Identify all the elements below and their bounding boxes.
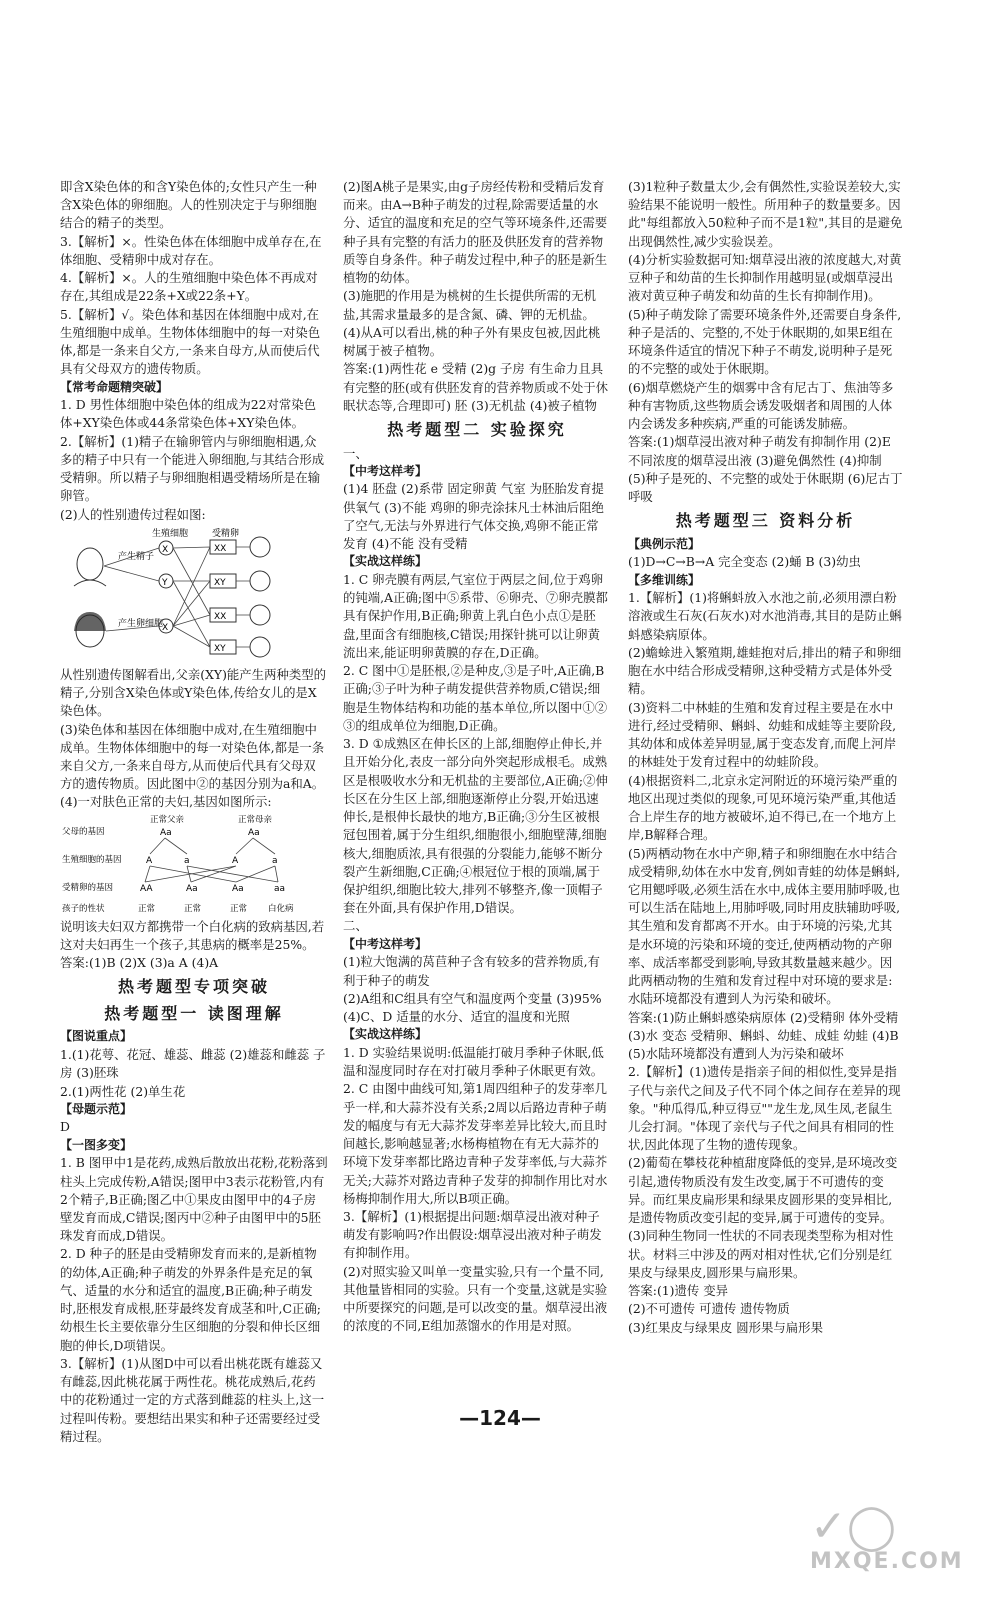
section-label: 【母题示范】 [60,1101,133,1116]
paragraph: 3.【解析】(1)根据提出问题:烟草浸出液对种子萌发有影响吗?作出假设:烟草浸出液对种子萌发有抑制作用。 [343,1208,602,1261]
column-right [628,178,903,1337]
paragraph: (3)资料二中林蛙的生殖和发育过程主要是在水中进行,经过受精卵、蝌蚪、幼蛙和成蛙等主要阶段,其幼体和成体差异明显,属于变态发育,而爬上河岸的林蛙处于发育过程中的幼蛙阶段。 [628,699,897,770]
paragraph: 2.(1)两性花 (2)单生花 [60,1083,186,1099]
gene-x-sperm: X [162,544,169,555]
heading-type-2: 热考题型二 实验探究 [387,420,567,440]
paragraph: 1. B 图甲中1是花药,成熟后散放出花粉,花粉落到柱头上完成传粉,A错误;图甲中3表示花粉管,内有2个精子,B正确;图乙中①果皮由图甲中的4子房壁发育而成,C错误;图丙中②种子由图甲中的5胚珠发育而成,D错误。 [60,1155,328,1244]
father-face-icon [77,548,103,580]
paragraph: (2)对照实验又叫单一变量实验,只有一个量不同,其他量皆相同的实验。只有一个变量,这就是实验中所要探究的问题,是可以改变的量。烟草浸出液的浓度的不同,E组加蒸馏水的作用是对照。 [343,1263,608,1334]
child-trait: 正常 [138,903,156,914]
paragraph: (5)种子萌发除了需要环境条件外,还需要自身条件,种子是活的、完整的,不处于休眠期的,如果E组在环境条件适宜的情况下种子不萌发,说明种子是死的不完整的或处于休眠期。 [628,306,902,377]
paragraph: (3)1粒种子数量太少,会有偶然性,实验误差较大,实验结果不能说明一般性。所用种子的数量要多。因此"每组都放入50粒种子而不是1粒",其目的是避免出现偶然性,减少实验误差。 [628,179,903,249]
paragraph: (5)两栖动物在水中产卵,精子和卵细胞在水中结合成受精卵,幼体在水中发育,例如青蛙的幼体是蝌蚪,它用鳃呼吸,必须生活在水中,成体主要用肺呼吸,也可以生活在陆地上,用肺呼吸,同时用皮肤辅助呼吸,其生殖和发育都离不开水。由于环境的污染,尤其是水环境的污染和环境的变迁,使两栖动物的产卵率、成活率都受到影响,导致其数量越来越少。因此两栖动物的生殖和发育过程中对环境的要求是:水陆环境都没有遭到人为污染和破坏。 [628,845,901,1007]
section-label: 【典例示范】 [628,536,701,551]
paragraph: 3.【解析】×。性染色体在体细胞中成单存在,在体细胞、受精卵中成对存在。 [60,233,322,267]
paragraph: (4)一对肤色正常的夫妇,基因如图所示: [60,794,272,810]
father-genotype: Aa [160,827,172,838]
gene-y-sperm: Y [162,577,168,588]
paragraph: (1)4 胚盘 (2)系带 固定卵黄 气室 为胚胎发育提供氧气 (3)不能 鸡卵的卵壳涂抹凡士林油后阻绝了空气,无法与外界进行气体交换,鸡卵不能正常发育 (4)不能 没有受精 [343,481,604,552]
label-zygote: 受精卵 [212,528,240,539]
germ-gene: A [146,855,153,866]
paragraph: (2)葡萄在攀枝花种植甜度降低的变异,是环境改变引起,遗传物质没有发生改变,属于不可遗传的变异。而红果皮扁形果和绿果皮圆形果的变异相比,是遗传物质改变引起的变异,属于可遗传的变异。 [628,1155,898,1226]
watermark-mark: ✓◯ [810,1501,897,1552]
column-left [60,178,328,1446]
paragraph: 1.【解析】(1)将蝌蚪放入水池之前,必须用漂白粉溶液或生石灰(石灰水)对水池消毒,其目的是防止蝌蚪感染病原体。 [628,590,902,642]
paragraph: (6)烟草燃烧产生的烟雾中含有尼古丁、焦油等多种有害物质,这些物质会诱发吸烟者和周围的人体内会诱发多种疾病,严重的可能诱发肺癌。 [628,379,894,432]
gene-x-egg: X [162,622,169,633]
zygote-gene: AA [140,883,153,894]
section-label: 【实战这样练】 [343,554,428,569]
label-germ-genes: 生殖细胞的基因 [62,854,122,865]
paragraph: 3.【解析】(1)从图D中可以看出桃花既有雄蕊又有雌蕊,因此桃花属于两性花。桃花成熟后,花药中的花粉通过一定的方式落到雌蕊的柱头上,这一过程叫传粉。要想结出果实和种子还需要经过受精过程。 [60,1355,325,1444]
answer-line: 答案:(1)遗传 变异 [628,1283,729,1299]
part-number: 二、 [343,918,368,934]
zygote-xy-1: XY [214,577,226,588]
section-label: 【一图多变】 [60,1137,133,1152]
paragraph: D [60,1119,70,1135]
child-trait: 白化病 [268,903,294,914]
heading-type-3: 热考题型三 资料分析 [675,511,856,531]
paragraph: (2)A组和C组具有空气和温度两个变量 (3)95% (4)C、D 适量的水分、适宜的温度和光照 [343,990,602,1024]
germ-gene: A [232,855,239,866]
zygote-gene: Aa [232,883,244,894]
heading-type-1: 热考题型一 读图理解 [104,1003,284,1023]
column-middle [343,178,611,1336]
col1-top [60,178,328,379]
child-trait: 正常 [184,903,202,914]
paragraph: 2.【解析】(1)精子在输卵管内与卵细胞相遇,众多的精子中只有一个能进入卵细胞,与其结合形成受精卵。所以精子与卵细胞相遇受精场所是在输卵管。 [60,433,325,504]
heading-special-topics: 热考题型专项突破 [117,977,270,997]
child-faces [250,537,270,657]
paragraph: (2)蟾蜍进入繁殖期,雄蛙抱对后,排出的精子和卵细胞在水中结合形成受精卵,这种受精方式是体外受精。 [628,644,902,697]
paragraph: (4)分析实验数据可知:烟草浸出液的浓度越大,对黄豆种子和幼苗的生长抑制作用越明显(或烟草浸出液对黄豆种子萌发和幼苗的生长有抑制作用)。 [628,251,902,304]
answer-line: 答案:(1)两性花 e 受精 (2)g 子房 有生命力且具有完整的胚(或有供胚发育的营养物质或不处于休眠状态等,合理即可) 胚 (3)无机盐 (4)被子植物 [343,361,609,413]
albinism-inheritance-diagram [60,814,328,916]
label-normal-father: 正常父亲 [150,814,185,825]
zygote-xy-2: XY [214,643,226,654]
paragraph: 1.(1)花萼、花冠、雄蕊、雌蕊 (2)雄蕊和雌蕊 子房 (3)胚珠 [60,1047,326,1081]
section-label: 【多维训练】 [628,572,701,587]
label-produce-sperm: 产生精子 [118,551,155,562]
mother-genotype: Aa [248,827,260,838]
zygote-gene: aa [274,883,286,894]
paragraph: 2.【解析】(1)遗传是指亲子间的相似性,变异是指子代与亲代之间及子代不同个体之间存在差异的现象。"种瓜得瓜,种豆得豆""龙生龙,凤生凤,老鼠生儿会打洞。"体现了亲代与子代之间具有相同的性状,因此体现了生物的遗传现象。 [628,1064,901,1153]
answer-line: 答案:(1)防止蝌蚪感染病原体 (2)受精卵 体外受精 (3)水 变态 受精卵、蝌蚪、幼蛙、成蛙 幼蛙 (4)B (5)水陆环境都没有遭到人为污染和破坏 [628,1009,899,1062]
paragraph: 2. D 种子的胚是由受精卵发育而来的,是新植物的幼体,A正确;种子萌发的外界条件是充足的氧气、适量的水分和适宜的温度,B正确;种子萌发时,胚根发育成根,胚芽最终发育成茎和叶,C正确;幼根生长主要依靠分生区细胞的分裂和伸长区细胞的伸长,D项错误。 [60,1246,321,1353]
paragraph: (3)施肥的作用是为桃树的生长提供所需的无机盐,其需求量最多的是含氮、磷、钾的无机盐。 [343,288,596,322]
watermark-url: MXQE.COM [810,1549,964,1574]
sex-inheritance-diagram [60,526,328,664]
paragraph: 4.【解析】×。人的生殖细胞中染色体不再成对存在,其组成是22条+X或22条+Y。 [60,270,318,304]
section-label: 【图说重点】 [60,1029,133,1044]
label-normal-mother: 正常母亲 [238,814,273,825]
paragraph: (2)人的性别遗传过程如图: [60,506,206,522]
paragraph: 即含X染色体的和含Y染色体的;女性只产生一种含X染色体的卵细胞。人的性别决定于与卵细胞结合的精子的类型。 [60,179,317,231]
label-produce-egg: 产生卵细胞 [118,618,164,629]
label-parent-genes: 父母的基因 [62,826,105,837]
label-child-traits: 孩子的性状 [62,903,105,914]
watermark-logo [810,1501,980,1595]
label-zygote-genes: 受精卵的基因 [62,882,114,893]
page-number: —124— [459,1406,541,1430]
answer-line: 答案:(1)B (2)X (3)a A (4)A [60,955,219,971]
paragraph: 1. D 实验结果说明:低温能打破月季种子休眠,低温和湿度同时存在对打破月季种子休眠更有效。 [343,1044,604,1079]
paragraph: 2. C 图中①是胚根,②是种皮,③是子叶,A正确,B正确;③子叶为种子萌发提供营养物质,C错误;细胞是生物体结构和功能的基本单位,所以图中①②③的组成单位为细胞,D正确。 [343,663,608,733]
section-label: 【常考命题精突破】 [60,379,169,394]
paragraph: 2. C 由图中曲线可知,第1周四组种子的发芽率几乎一样,和大蒜芥没有关系;2周以后路边青种子萌发的幅度与有无大蒜芥发芽率差异比较大,而且时间越长,影响越显著;水杨梅植物在有无大蒜芥的环境下发芽率都比路边青种子发芽率低,与大蒜芥无关;大蒜芥对路边青种子发芽的抑制作用比对水杨梅抑制作用大,所以B项正确。 [343,1081,608,1206]
answer-line: (3)红果皮与绿果皮 圆形果与扁形果 [628,1319,823,1335]
zygote-gene: Aa [186,883,198,894]
label-germ-cells: 生殖细胞 [152,528,189,539]
germ-gene: a [272,855,278,866]
paragraph: 3. D ①成熟区在伸长区的上部,细胞停止伸长,并且开始分化,表皮一部分向外突起形成根毛。成熟区是根吸收水分和无机盐的主要部位,A正确;②伸长区在分生区上部,细胞逐渐停止分裂,开始迅速伸长,是根伸长最快的地方,B正确;③分生区被根冠包围着,属于分生组织,细胞很小,细胞壁薄,细胞核大,细胞质浓,具有很强的分裂能力,能够不断分裂产生新细胞,C正确;④根冠位于根的顶端,属于保护组织,细胞比较大,排列不够整齐,像一顶帽子套在外面,具有保护作用,D错误。 [343,736,608,916]
part-number: 一、 [343,445,368,461]
paragraph: (1)粒大饱满的莴苣种子含有较多的营养物质,有利于种子的萌发 [343,954,600,988]
paragraph: (3)染色体和基因在体细胞中成对,在生殖细胞中成单。生物体体细胞中的每一对染色体,都是一条来自父方,一条来自母方,从而使后代具有父母双方的遗传物质。因此图中②的基因分别为a和A。 [60,721,325,792]
paragraph: 从性别遗传图解看出,父亲(XY)能产生两种类型的精子,分别含X染色体或Y染色体,传给女儿的是X染色体。 [60,666,327,719]
paragraph: 1. D 男性体细胞中染色体的组成为22对常染色体+XY染色体或44条常染色体+XY染色体。 [60,397,317,431]
child-trait: 正常 [230,903,248,914]
zygote-xx-1: XX [214,543,227,554]
paragraph: (4)根据资料二,北京永定河附近的环境污染严重的地区出现过类似的现象,可见环境污染严重,其他适合上岸生存的地方被破坏,迫不得已,在一个地方上岸,B解释合理。 [628,772,898,843]
paragraph: (4)从A可以看出,桃的种子外有果皮包被,因此桃树属于被子植物。 [343,324,601,359]
paragraph: 说明该夫妇双方都携带一个白化病的致病基因,若这对夫妇再生一个孩子,其患病的概率是25%。 [60,918,325,952]
paragraph: (2)图A桃子是果实,由g子房经传粉和受精后发育而来。由A→B种子萌发的过程,除需要适量的水分、适宜的温度和充足的空气等环境条件,还需要种子具有完整的有活力的胚及供胚发育的营养物质等自身条件。种子萌发过程中,种子的胚是新生植物的幼体。 [343,179,608,286]
paragraph: (3)同种生物同一性状的不同表现类型称为相对性状。材料三中涉及的两对相对性状,它们分别是红果皮与绿果皮,圆形果与扁形果。 [628,1228,894,1280]
paragraph: (1)D→C→B→A 完全变态 (2)蛹 B (3)幼虫 [628,554,861,570]
zygote-xx-2: XX [214,611,227,622]
answer-line: 答案:(1)烟草浸出液对种子萌发有抑制作用 (2)E 不同浓度的烟草浸出液 (3)避免偶然性 (4)抑制 (5)种子是死的、不完整的或处于休眠期 (6)尼古丁 呼吸 [628,434,903,504]
section-label: 【中考这样考】 [343,463,428,478]
answer-line: (2)不可遗传 可遗传 遗传物质 [628,1301,790,1317]
paragraph: 5.【解析】√。染色体和基因在体细胞中成对,在生殖细胞中成单。生物体体细胞中的每一对染色体,都是一条来自父方,一条来自母方,从而使后代具有父母双方的遗传物质。 [60,306,321,377]
paragraph: 1. C 卵壳膜有两层,气室位于两层之间,位于鸡卵的钝端,A正确;图中⑤系带、⑥卵壳、⑦卵壳膜都具有保护作用,B正确;卵黄上乳白色小点①是胚盘,里面含有细胞核,C错误;用探针挑可以让卵黄流出来,能证明卵黄膜的存在,D正确。 [343,571,608,660]
section-label: 【实战这样练】 [343,1027,428,1042]
section-label: 【中考这样考】 [343,936,428,951]
germ-gene: a [184,855,190,866]
